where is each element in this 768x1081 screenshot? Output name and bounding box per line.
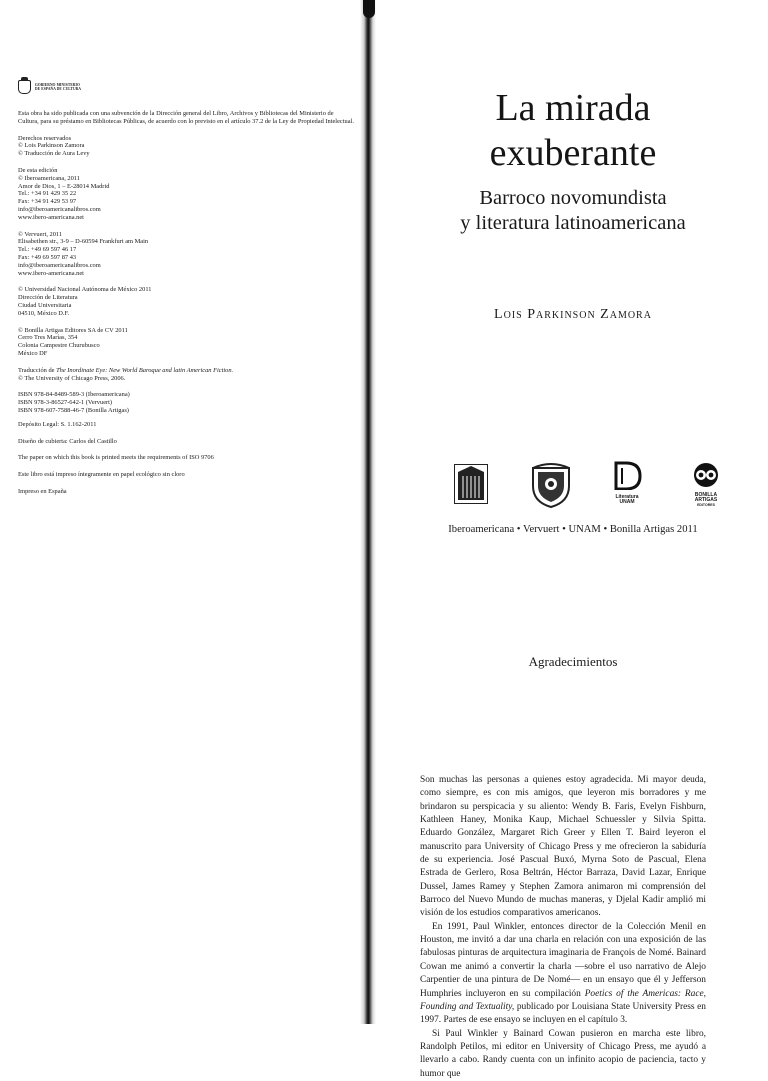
imprint-line: Fax: +34 91 429 53 97 bbox=[18, 198, 77, 206]
book-title: La mirada exuberante bbox=[489, 87, 657, 174]
paragraph: Si Paul Winkler y Bainard Cowan pusieron en marcha este libro, Randolph Petilos, mi editor en University of Chicago Press, me ayudó a llevarlo a cabo. Randy cuenta con un infinito acopio de paciencia, tacto y humor que bbox=[420, 1028, 706, 1079]
artigas-label: ARTIGAS bbox=[694, 497, 718, 503]
publisher-logos bbox=[378, 460, 768, 510]
isbn-line: ISBN 978-84-8489-589-3 (Iberoamericana) bbox=[18, 391, 130, 399]
bonilla-circles-icon bbox=[686, 462, 726, 488]
imprint-line: México DF bbox=[18, 349, 48, 357]
imprint-line: Dirección de Literatura bbox=[18, 294, 78, 302]
imprint-line: Colonia Campestre Churubusco bbox=[18, 342, 100, 350]
imprint-line: Amor de Dios, 1 – E-28014 Madrid bbox=[18, 182, 110, 190]
imprint-line: Fax: +49 69 597 87 43 bbox=[18, 253, 77, 261]
imprint-line: © Iberoamericana, 2011 bbox=[18, 174, 80, 182]
imprint-line: © Bonilla Artigas Editores SA de CV 2011 bbox=[18, 326, 128, 334]
paper-eco: Este libro está impreso íntegramente en papel ecológico sin cloro bbox=[18, 471, 185, 479]
imprint-line: Elisabethen str., 3-9 – D-60594 Frankfurt am Main bbox=[18, 238, 149, 246]
iberoamericana-block bbox=[18, 167, 354, 222]
cover-design: Diseño de cubierta: Carlos del Castillo bbox=[18, 437, 117, 445]
bonilla-artigas-logo bbox=[686, 462, 726, 508]
literatura-unam-logo bbox=[610, 460, 644, 505]
subsidy-note: Esta obra ha sido publicada con una subvención de la Dirección general del Libro, Archivos y Bibliotecas del Ministerio de Cultura, para su préstamo en Bibliotecas Públicas, de acuerdo con lo previsto en el artículo 37.2 de la Ley de Propiedad Intelectual. bbox=[18, 110, 354, 125]
bonilla-label: BONILLA bbox=[694, 492, 718, 498]
unam-label: UNAM bbox=[619, 499, 635, 505]
imprint-line: www.ibero-americana.net bbox=[18, 213, 84, 221]
cited-title: Poetics of the Americas: Race, Founding and Textuality, bbox=[420, 988, 706, 1012]
imprint-line: © Vervuert, 2011 bbox=[18, 230, 63, 238]
ministry-line: DE ESPAÑA DE CULTURA bbox=[35, 87, 82, 91]
rights-block bbox=[18, 135, 354, 158]
rights-line: Derechos reservados bbox=[18, 134, 72, 142]
imprint-line: Cerro Tres Marías, 354 bbox=[18, 334, 78, 342]
translation-line: Traducción de The Inordinate Eye: New World Baroque and latin American Fiction. bbox=[18, 366, 234, 374]
coat-of-arms-icon bbox=[18, 80, 31, 94]
imprint-line: 04510, México D.F. bbox=[18, 309, 70, 317]
bonilla-block bbox=[18, 327, 354, 358]
paper-iso: The paper on which this book is printed meets the requirements of ISO 9706 bbox=[18, 454, 214, 462]
rights-line: © Lois Parkinson Zamora bbox=[18, 142, 85, 150]
vervuert-block bbox=[18, 231, 354, 278]
paragraph: En 1991, Paul Winkler, entonces director de la Colección Menil en Houston, me invitó a dar una charla en relación con una exposición de las fabulosas pinturas de arquitectura imaginaria de François de Nomé. Bainard Cowan me animó a convertir la charla —sobre el uso narrativo de Alejo Carpentier de una pintura de De Nomé— en un ensayo que él y Jefferson Humphries incluyeron en su compilación Poetics of the Americas: Race, Founding and Textuality, publicado por Louisiana State University Press en 1997. Partes de ese ensayo se incluyen en el capítulo 3. bbox=[420, 921, 706, 1026]
imprint-line: © Universidad Nacional Autónoma de México 2011 bbox=[18, 286, 152, 294]
literatura-label: Literatura bbox=[615, 494, 639, 500]
imprint-line: Ciudad Universitaria bbox=[18, 301, 72, 309]
book-gutter bbox=[360, 0, 376, 1024]
printed-in: Impreso en España bbox=[18, 487, 67, 495]
binding-mark bbox=[363, 0, 375, 18]
unam-crest-icon bbox=[530, 462, 572, 508]
imprint-line: Tel.: +34 91 429 35 22 bbox=[18, 190, 77, 198]
literatura-d-icon bbox=[610, 460, 644, 490]
ministry-logo bbox=[18, 80, 354, 94]
publishers-line: Iberoamericana • Vervuert • UNAM • Bonilla Artigas 2011 bbox=[448, 524, 698, 535]
title-page bbox=[378, 0, 768, 1079]
section-heading: Agradecimientos bbox=[528, 654, 618, 669]
paragraph: Son muchas las personas a quienes estoy agradecida. Mi mayor deuda, como siempre, es con mis amigos, que leyeron mis borradores y me brindaron su perspicacia y su aliento: Wendy B. Faris, Evelyn Fishburn, Kathleen Haney, Monika Kaup, Michael Schuessler y Silvia Spitta. Eduardo González, Margaret Rich Greer y Ellen T. Baird leyeron el manuscrito para University of Chicago Press y me ofrecieron la sabiduría de su experiencia. José Pascual Buxó, Myrna Soto de Pascual, Elena Estrada de Gerlero, Rosa Beltrán, Héctor Barraza, David Lazar, Enrique Dussel, James Ramey y Stephen Zamora animaron mi comprensión del Barroco del Nuevo Mundo de muchas maneras, y Djelal Kadir amplió mi visión de los estudios comparativos americanos. bbox=[420, 775, 706, 919]
editores-label: EDITORES bbox=[697, 503, 715, 507]
imprint-line: www.ibero-americana.net bbox=[18, 269, 84, 277]
imprint-line: Tel.: +49 69 597 46 17 bbox=[18, 246, 77, 254]
translation-block bbox=[18, 367, 354, 383]
original-title: The Inordinate Eye: New World Baroque and latin American Fiction. bbox=[56, 366, 234, 374]
author-name: Lois Parkinson Zamora bbox=[494, 307, 652, 322]
acknowledgements-text bbox=[420, 774, 706, 1081]
deposito-legal: Depósito Legal: S. 1.162-2011 bbox=[18, 420, 97, 428]
iberoamericana-logo-icon bbox=[454, 464, 488, 504]
imprint-line: info@iberoamericanalibros.com bbox=[18, 261, 101, 269]
ministry-line: GOBIERNO MINISTERIO bbox=[35, 83, 80, 87]
imprint-line: info@iberoamericanalibros.com bbox=[18, 205, 101, 213]
imprint-line: De esta edición bbox=[18, 166, 58, 174]
isbn-line: ISBN 978-607-7588-46-7 (Bonilla Artigas) bbox=[18, 406, 129, 414]
chicago-line: © The University of Chicago Press, 2006. bbox=[18, 374, 126, 382]
isbn-line: ISBN 978-3-86527-642-1 (Vervuert) bbox=[18, 399, 113, 407]
isbn-block bbox=[18, 391, 354, 414]
rights-line: © Traducción de Aura Levy bbox=[18, 150, 90, 158]
book-subtitle: Barroco novomundista y literatura latinoamericana bbox=[460, 187, 686, 234]
unam-block bbox=[18, 286, 354, 317]
copyright-page bbox=[18, 80, 354, 505]
